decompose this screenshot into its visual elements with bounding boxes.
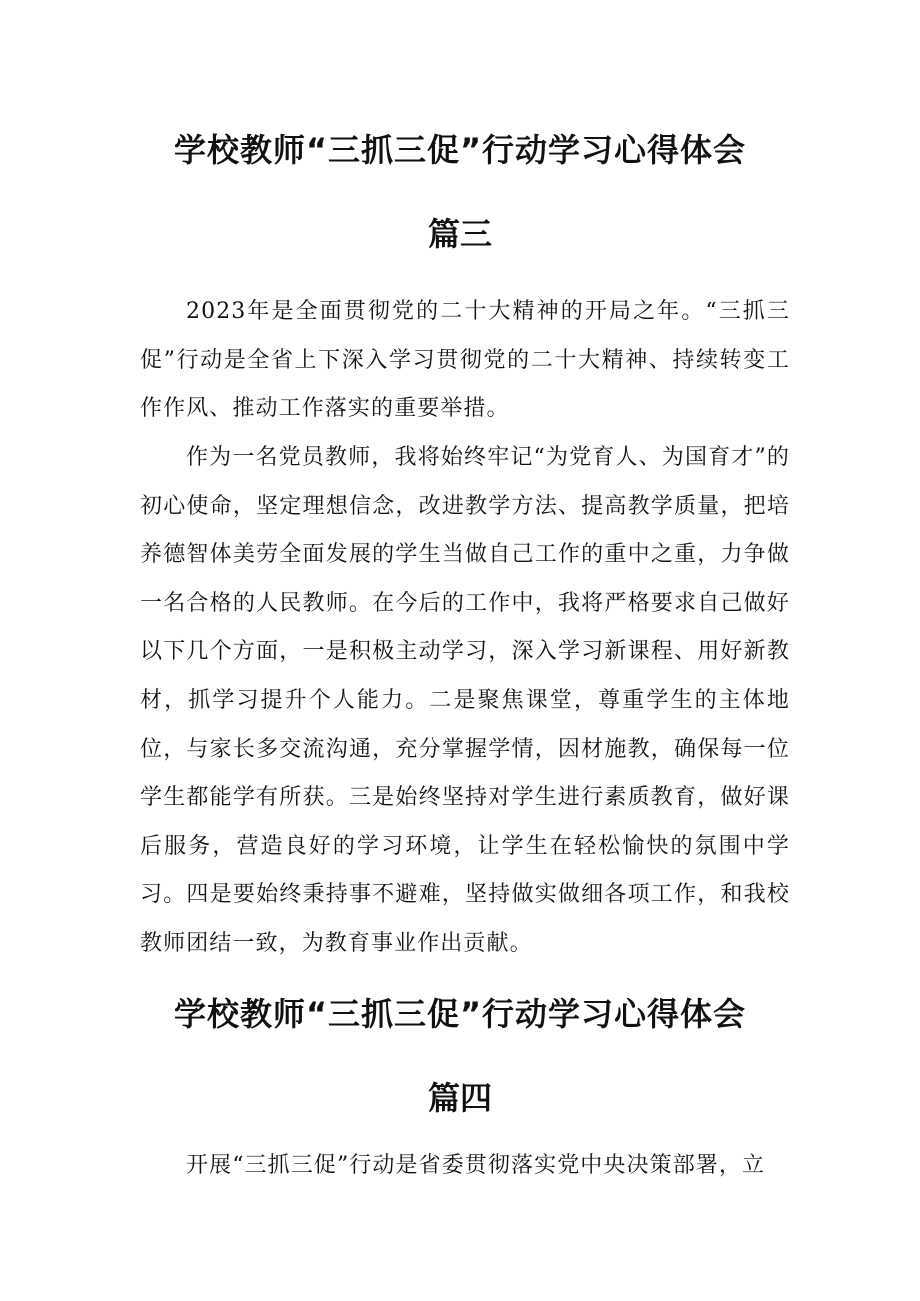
section-3-title: 学校教师“三抓三促”行动学习心得体会 [173, 131, 747, 169]
section-4-subtitle: 篇四 [427, 1079, 492, 1117]
section-4-paragraph-1: 开展“三抓三促”行动是省委贯彻落实党中央决策部署，立 [186, 1153, 766, 1178]
section-3-paragraph-1: 2023年是全面贯彻党的二十大精神的开局之年。“三抓三促”行动是全省上下深入学习贯彻党的二十大精神、持续转变工作作风、推动工作落实的重要举措。 [140, 299, 790, 422]
section-4-title: 学校教师“三抓三促”行动学习心得体会 [173, 995, 747, 1033]
section-3-paragraph-2: 作为一名党员教师，我将始终牢记“为党育人、为国育才”的初心使命，坚定理想信念，改进教学方法、提高教学质量，把培养德智体美劳全面发展的学生当做自己工作的重中之重，力争做一名合格的人民教师。在今后的工作中，我将严格要求自己做好以下几个方面，一是积极主动学习，深入学习新课程、用好新教材，抓学习提升个人能力。二是聚焦课堂，尊重学生的主体地位，与家长多交流沟通，充分掌握学情，因材施教，确保每一位学生都能学有所获。三是始终坚持对学生进行素质教育，做好课后服务，营造良好的学习环境，让学生在轻松愉快的氛围中学习。四是要始终秉持事不避难，坚持做实做细各项工作，和我校教师团结一致，为教育事业作出贡献。 [140, 445, 790, 956]
section-3-subtitle: 篇三 [427, 215, 492, 253]
